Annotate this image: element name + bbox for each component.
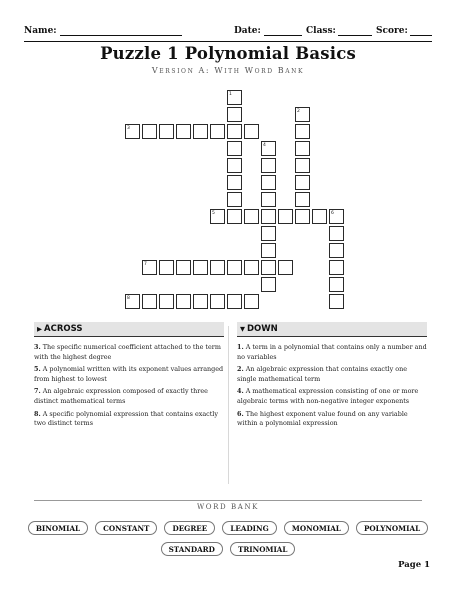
clue-number: 7. bbox=[34, 387, 41, 396]
crossword-cell[interactable] bbox=[329, 226, 344, 241]
crossword-clue-number: 3 bbox=[127, 125, 130, 131]
crossword-clue-number: 4 bbox=[263, 142, 266, 148]
class-label: Class: bbox=[306, 26, 336, 36]
crossword-cell[interactable] bbox=[295, 175, 310, 190]
name-label: Name: bbox=[24, 26, 57, 36]
crossword-cell[interactable] bbox=[278, 260, 293, 275]
clue-text: A polynomial written with its exponent values arranged from highest to lowest bbox=[34, 365, 224, 383]
crossword-cell[interactable] bbox=[227, 175, 242, 190]
word-bank-item: MONOMIAL bbox=[284, 521, 349, 535]
crossword-cell[interactable] bbox=[278, 209, 293, 224]
across-heading-text: ACROSS bbox=[44, 324, 83, 334]
word-bank-divider bbox=[34, 500, 422, 501]
clue-across-8 bbox=[34, 410, 224, 429]
clue-number: 4. bbox=[237, 387, 244, 396]
crossword-cell[interactable] bbox=[176, 124, 191, 139]
crossword-cell[interactable] bbox=[193, 294, 208, 309]
crossword-cell[interactable] bbox=[210, 124, 225, 139]
down-clues-panel bbox=[237, 322, 427, 432]
clue-text: The specific numerical coefficient attached to the term with the highest degree bbox=[34, 343, 221, 361]
clue-number: 3. bbox=[34, 343, 41, 351]
crossword-cell[interactable] bbox=[159, 124, 174, 139]
word-bank-item: LEADING bbox=[222, 521, 276, 535]
crossword-cell[interactable] bbox=[193, 260, 208, 275]
clue-number: 8. bbox=[34, 409, 41, 418]
crossword-cell[interactable] bbox=[227, 107, 242, 122]
word-bank-item: POLYNOMIAL bbox=[356, 521, 428, 535]
crossword-clue-number: 5 bbox=[212, 210, 215, 216]
crossword-cell[interactable] bbox=[295, 124, 310, 139]
crossword-clue-number: 2 bbox=[297, 108, 300, 114]
clue-down-2 bbox=[237, 365, 427, 384]
clue-across-3 bbox=[34, 343, 224, 362]
clue-number: 6. bbox=[237, 409, 244, 418]
crossword-cell[interactable] bbox=[227, 124, 242, 139]
crossword-cell[interactable] bbox=[176, 294, 191, 309]
clue-text: A mathematical expression consisting of one or more algebraic terms with non-negative integer exponents bbox=[237, 387, 419, 405]
down-heading bbox=[237, 322, 427, 337]
clue-text: An algebraic expression that contains exactly one single mathematical term bbox=[237, 365, 407, 383]
crossword-cell[interactable] bbox=[329, 277, 344, 292]
crossword-cell[interactable] bbox=[261, 209, 276, 224]
crossword-clue-number: 7 bbox=[144, 261, 147, 267]
crossword-cell[interactable] bbox=[176, 260, 191, 275]
clue-down-6 bbox=[237, 410, 427, 429]
clue-across-7 bbox=[34, 387, 224, 406]
clue-down-4 bbox=[237, 387, 427, 406]
word-bank-item: STANDARD bbox=[161, 542, 223, 556]
clue-down-1 bbox=[237, 343, 427, 362]
score-label: Score: bbox=[376, 26, 408, 36]
clue-text: The highest exponent value found on any variable within a polynomial expression bbox=[237, 409, 408, 428]
crossword-cell[interactable] bbox=[210, 294, 225, 309]
date-label: Date: bbox=[234, 26, 261, 36]
clue-text: A term in a polynomial that contains only a number and no variables bbox=[237, 343, 427, 361]
crossword-cell[interactable] bbox=[261, 192, 276, 207]
across-heading bbox=[34, 322, 224, 337]
clue-across-5 bbox=[34, 365, 224, 384]
crossword-cell[interactable] bbox=[261, 158, 276, 173]
crossword-cell[interactable] bbox=[244, 124, 259, 139]
crossword-cell[interactable] bbox=[227, 209, 242, 224]
crossword-clue-number: 1 bbox=[229, 91, 232, 97]
down-heading-text: DOWN bbox=[247, 324, 278, 334]
clue-number: 2. bbox=[237, 365, 244, 374]
crossword-cell[interactable] bbox=[159, 260, 174, 275]
word-bank-item: DEGREE bbox=[164, 521, 215, 535]
crossword-cell[interactable] bbox=[312, 209, 327, 224]
crossword-clue-number: 8 bbox=[127, 295, 130, 301]
triangle-down-icon: ▼ bbox=[240, 325, 245, 333]
crossword-cell[interactable] bbox=[244, 209, 259, 224]
crossword-cell[interactable] bbox=[295, 192, 310, 207]
word-bank-title: WORD BANK bbox=[197, 503, 259, 511]
crossword-cell[interactable] bbox=[142, 294, 157, 309]
clue-number: 1. bbox=[237, 343, 244, 351]
crossword-cell[interactable] bbox=[244, 260, 259, 275]
crossword-cell[interactable] bbox=[295, 209, 310, 224]
crossword-cell[interactable] bbox=[227, 260, 242, 275]
across-clues-panel bbox=[34, 322, 224, 432]
crossword-cell[interactable] bbox=[142, 124, 157, 139]
crossword-cell[interactable] bbox=[261, 243, 276, 258]
crossword-cell[interactable] bbox=[329, 260, 344, 275]
clue-text: An algebraic expression composed of exactly three distinct mathematical terms bbox=[34, 387, 208, 405]
crossword-clue-number: 6 bbox=[331, 210, 334, 216]
crossword-cell[interactable] bbox=[261, 226, 276, 241]
crossword-cell[interactable] bbox=[210, 260, 225, 275]
word-bank-row bbox=[0, 516, 456, 535]
word-bank-item: BINOMIAL bbox=[28, 521, 88, 535]
crossword-cell[interactable] bbox=[244, 294, 259, 309]
crossword-cell[interactable] bbox=[159, 294, 174, 309]
clue-number: 5. bbox=[34, 365, 41, 374]
clue-text: A specific polynomial expression that contains exactly two distinct terms bbox=[34, 409, 218, 428]
page-title: Puzzle 1 Polynomial Basics bbox=[100, 44, 356, 63]
crossword-cell[interactable] bbox=[227, 192, 242, 207]
crossword-cell[interactable] bbox=[329, 243, 344, 258]
crossword-cell[interactable] bbox=[261, 260, 276, 275]
word-bank-item: TRINOMIAL bbox=[230, 542, 295, 556]
crossword-cell[interactable] bbox=[227, 141, 242, 156]
crossword-cell[interactable] bbox=[295, 141, 310, 156]
page-subtitle: Version A: With Word Bank bbox=[151, 66, 305, 75]
page-number: Page 1 bbox=[398, 560, 430, 570]
crossword-cell[interactable] bbox=[261, 277, 276, 292]
word-bank-item: CONSTANT bbox=[95, 521, 157, 535]
crossword-cell[interactable] bbox=[227, 294, 242, 309]
triangle-right-icon: ▶ bbox=[37, 325, 42, 333]
crossword-cell[interactable] bbox=[261, 175, 276, 190]
clue-column-divider bbox=[228, 326, 229, 484]
crossword-cell[interactable] bbox=[227, 158, 242, 173]
crossword-cell[interactable] bbox=[295, 158, 310, 173]
crossword-cell[interactable] bbox=[193, 124, 208, 139]
word-bank-row bbox=[0, 537, 456, 556]
crossword-cell[interactable] bbox=[329, 294, 344, 309]
